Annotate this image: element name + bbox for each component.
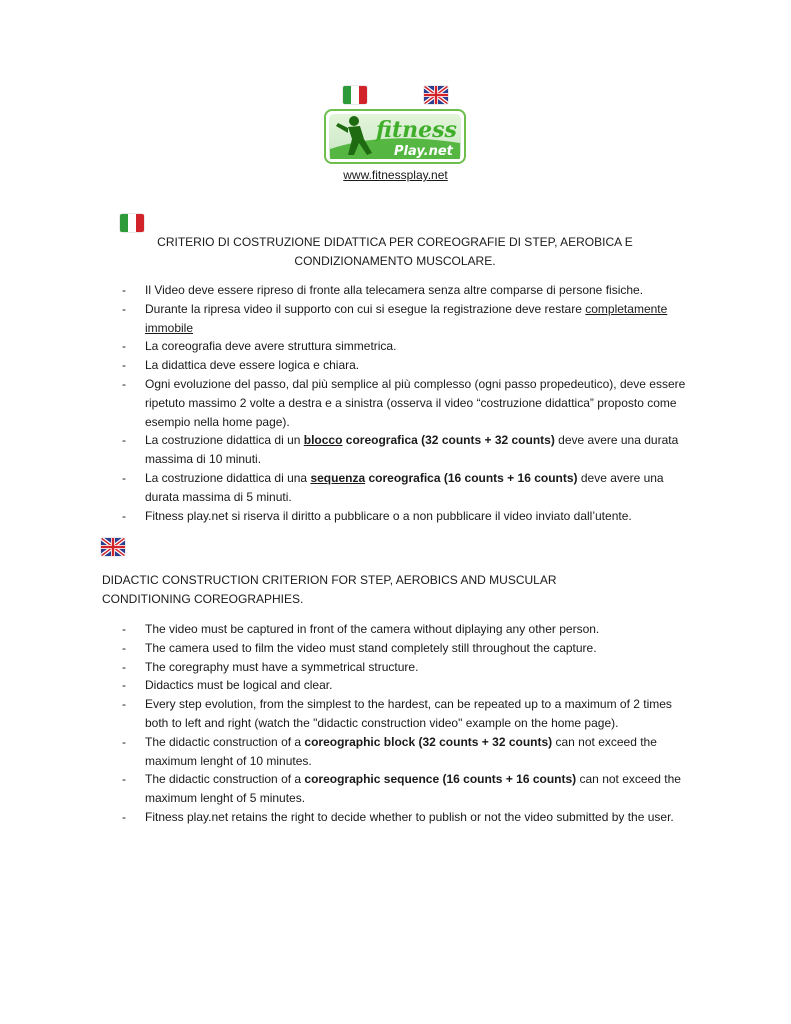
list-item: - Fitness play.net retains the right to decide whether to publish or not the video submitted by the user. (122, 809, 674, 824)
italian-rules-list (122, 281, 687, 525)
fitnessplay-logo (324, 109, 466, 164)
list-item: - La costruzione didattica di un blocco coreografica (32 counts + 32 counts) deve avere una durata massima di 10 minuti. (122, 433, 679, 467)
list-item: - Every step evolution, from the simplest to the hardest, can be repeated up to a maximum of 2 times both to left and right (watch the "didactic construction video" example on the home page). (122, 697, 672, 730)
list-item: - Il Video deve essere ripreso di fronte alla telecamera senza altre comparse di persone fisiche. (122, 283, 644, 297)
list-item: - La costruzione didattica di una sequenza coreografica (16 counts + 16 counts) deve avere una durata massima di 5 minuti. (122, 470, 664, 504)
list-item: - The video must be captured in front of the camera without diplaying any other person. (122, 622, 600, 636)
english-rules-list (122, 620, 682, 827)
italian-section-heading: CRITERIO DI COSTRUZIONE DIDATTICA PER COREOGRAFIE DI STEP, AEROBICA E CONDIZIONAMENTO MUSCOLARE. (157, 235, 633, 268)
list-item: - Didactics must be logical and clear. (122, 678, 333, 693)
list-item: - The coregraphy must have a symmetrical structure. (122, 659, 419, 674)
list-item: - La didattica deve essere logica e chiara. (122, 358, 360, 373)
list-item: - La coreografia deve avere struttura simmetrica. (122, 339, 397, 354)
uk-flag-icon (101, 538, 125, 556)
italian-flag-icon[interactable] (343, 86, 367, 104)
logo-text-fitness: fitness (376, 117, 457, 143)
list-item: - The didactic construction of a coreographic sequence (16 counts + 16 counts) can not exceed the maximum lenght of 5 minutes. (122, 772, 681, 806)
english-section-heading: DIDACTIC CONSTRUCTION CRITERION FOR STEP, AEROBICS AND MUSCULAR CONDITIONING COREOGRAPHIES. (102, 573, 557, 606)
logo-text-playnet: Play.net (394, 144, 453, 159)
list-item: - The didactic construction of a coreographic block (32 counts + 32 counts) can not exceed the maximum lenght of 10 minutes. (122, 734, 657, 768)
list-item: - The camera used to film the video must stand completely still throughout the capture. (122, 640, 597, 655)
list-item: - Durante la ripresa video il supporto con cui si esegue la registrazione deve restare completamente immobile (122, 301, 668, 335)
site-url-link[interactable]: www.fitnessplay.net (343, 168, 448, 182)
uk-flag-icon[interactable] (424, 86, 448, 104)
italian-flag-icon (120, 214, 144, 232)
list-item: - Fitness play.net si riserva il diritto a pubblicare o a non pubblicare il video inviato dall’utente. (122, 508, 632, 523)
list-item: - Ogni evoluzione del passo, dal più semplice al più complesso (ogni passo propedeutico), deve essere ripetuto massimo 2 volte a destra e a sinistra (osserva il video “costruzione didattica” proposto come esempio nella home page). (122, 376, 686, 429)
